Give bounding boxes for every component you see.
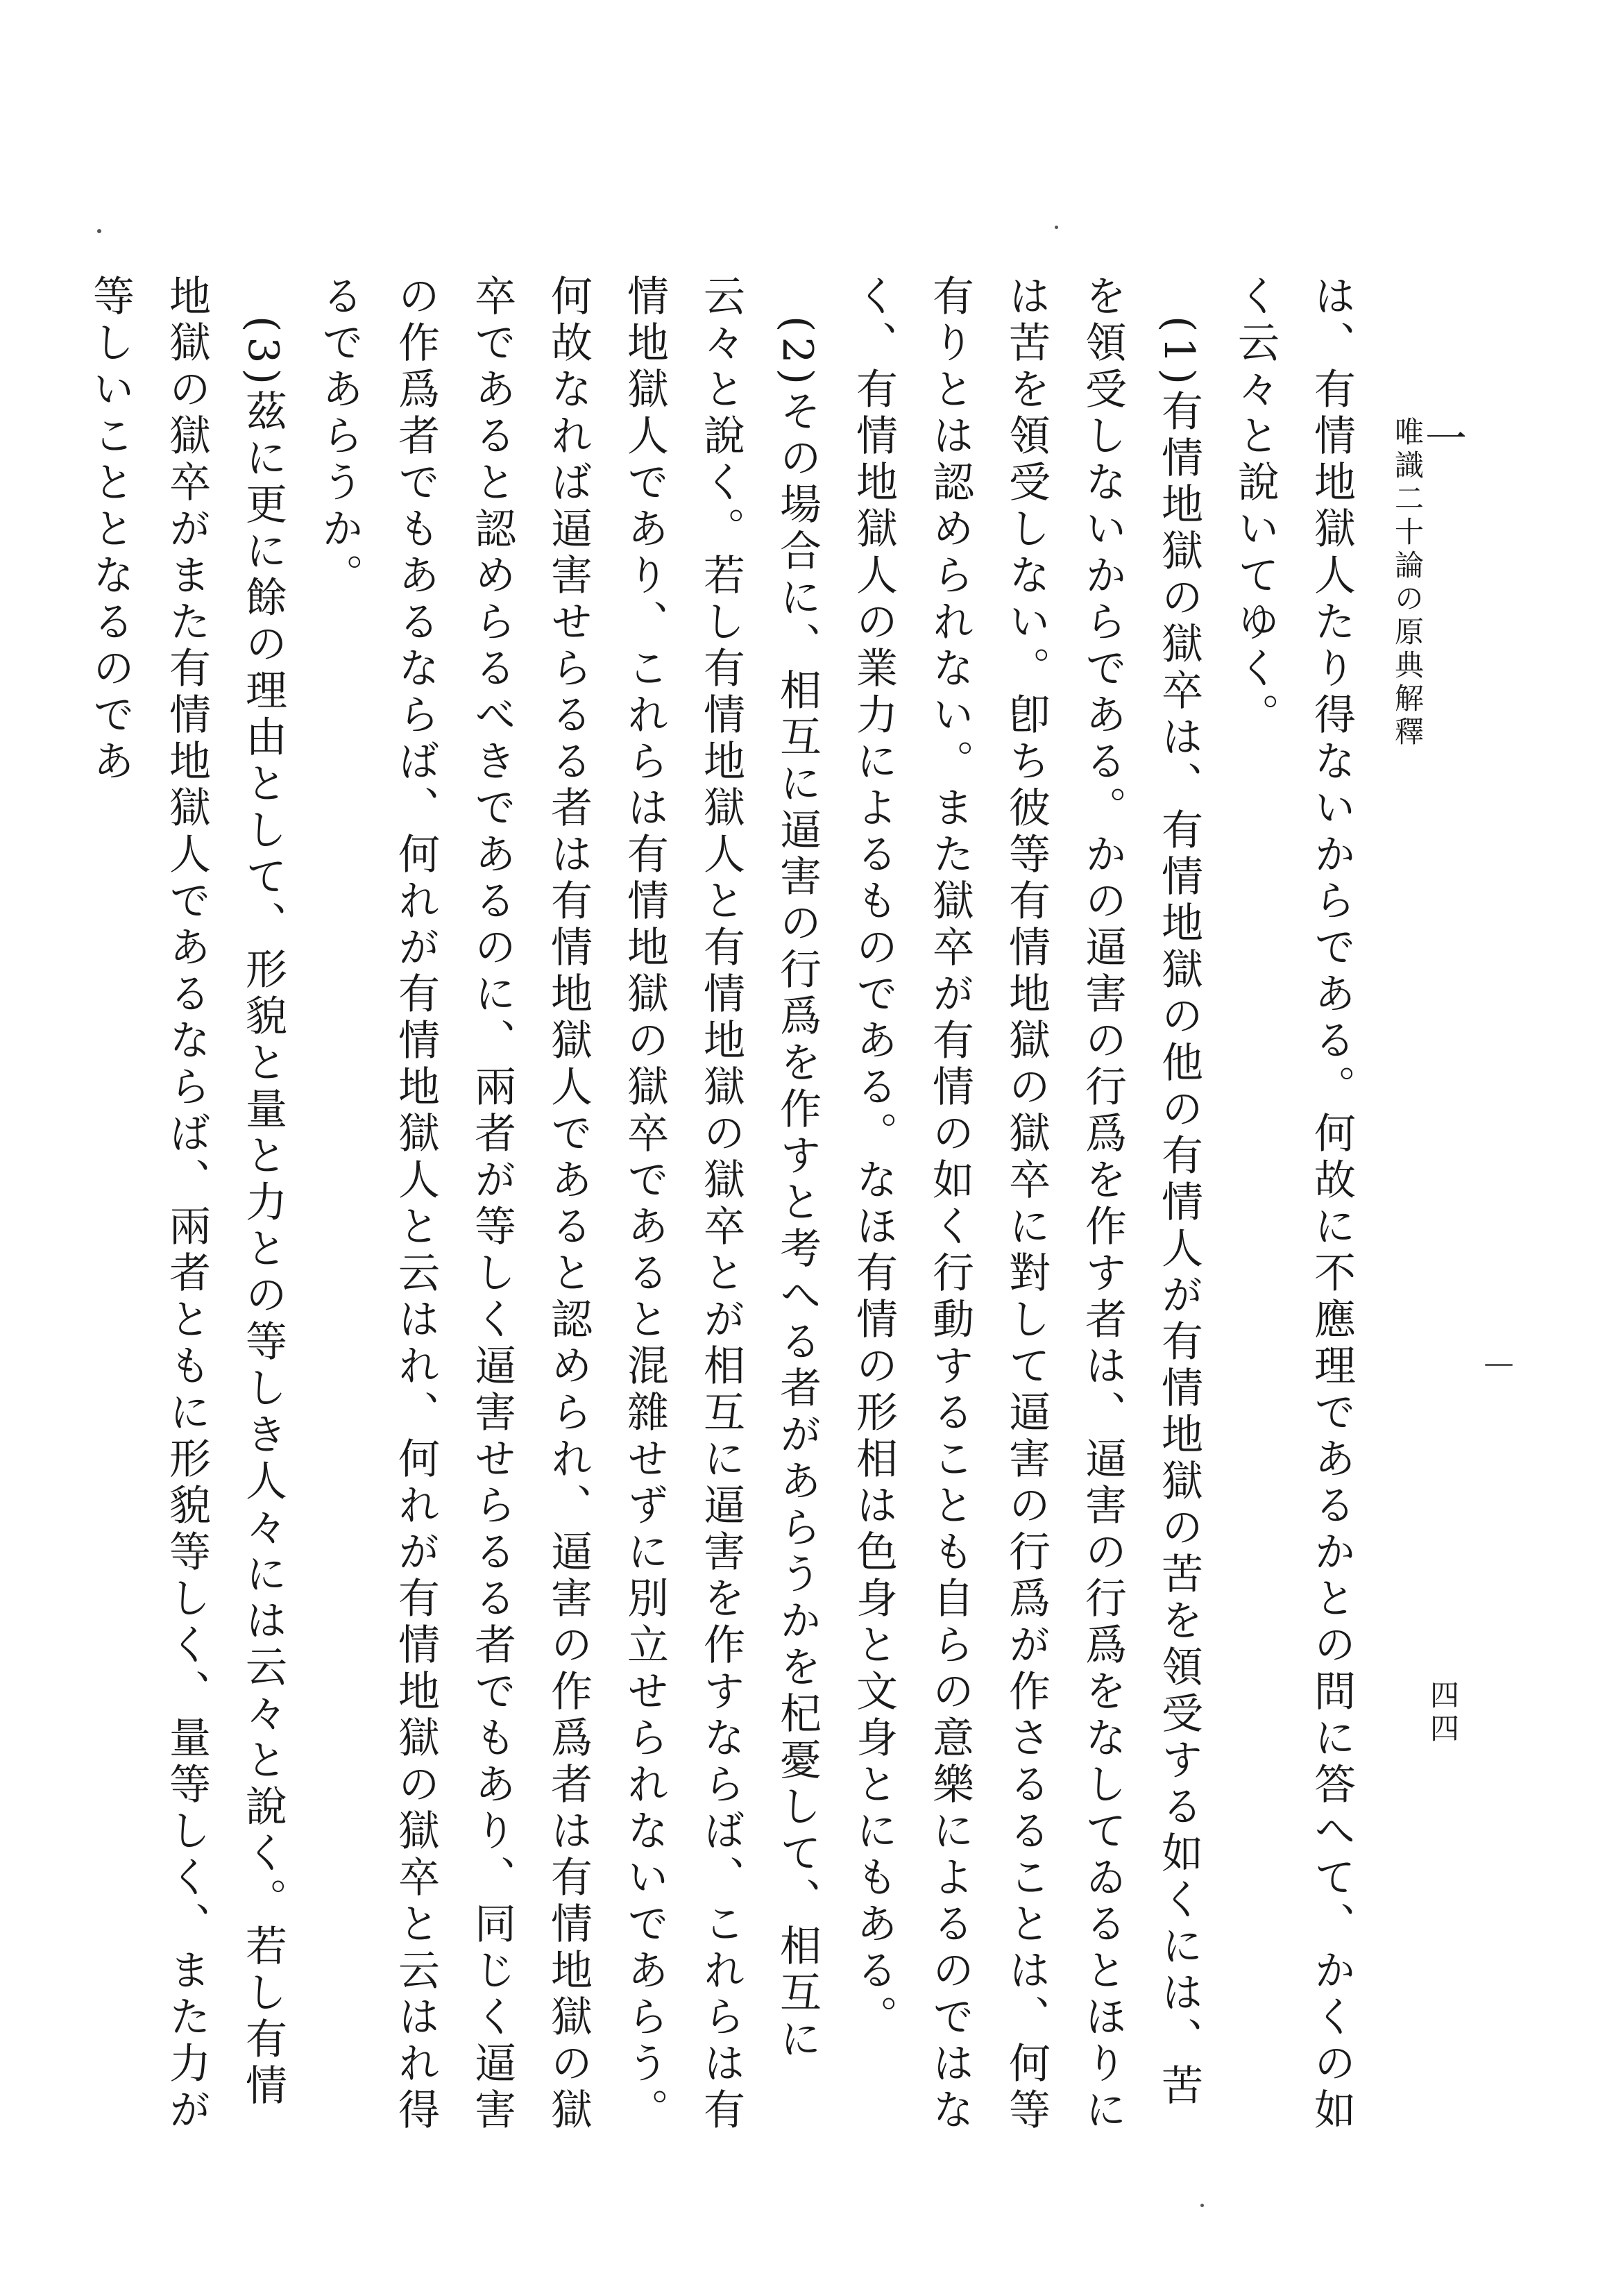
running-header (1391, 416, 1467, 750)
paragraph-intro: は、有情地獄人たり得ないからである。何故に不應理であるかとの問に答へて、かくの如く云々と說いてゆく。 (1231, 274, 1356, 2134)
scan-speck (1055, 226, 1058, 229)
chapter-mark: 一 (1418, 416, 1467, 462)
scan-speck (1485, 1364, 1513, 1366)
body-text (65, 274, 1370, 2134)
running-title: 唯識二十論の原典解釋 (1391, 416, 1425, 750)
paragraph-point-1: (1)有情地獄の獄卒は、有情地獄の他の有情人が有情地獄の苦を領受する如くには、苦を領受しないからである。かの逼害の行爲を作す者は、逼害の行爲をなしてゐるとほりには苦を領受しない。卽ち彼等有情地獄の獄卒に對して逼害の行爲が作さるることは、何等有りとは認められない。また獄卒が有情の如く行動することも自らの意樂によるのではなく、有情地獄人の業力によるものである。なほ有情の形相は色身と文身とにもある。 (849, 274, 1203, 2134)
scan-speck (1200, 2204, 1204, 2207)
paragraph-point-3: (3)茲に更に餘の理由として、形貌と量と力との等しき人々には云々と說く。若し有情地獄の獄卒がまた有情地獄人であるならば、兩者ともに形貌等しく、量等しく、また力が等しいこととなるのであ (86, 274, 287, 2134)
paragraph-point-2: (2)その場合に、相互に逼害の行爲を作すと考へる者があらうかを杞憂して、相互に云々と說く。若し有情地獄人と有情地獄の獄卒とが相互に逼害を作すならば、これらは有情地獄人であり、これらは有情地獄の獄卒であると混雜せずに別立せられないであらう。何故なれば逼害せらるる者は有情地獄人であると認められ、逼害の作爲者は有情地獄の獄卒であると認めらるべきであるのに、兩者が等しく逼害せらるる者でもあり、同じく逼害の作爲者でもあるならば、何れが有情地獄人と云はれ、何れが有情地獄の獄卒と云はれ得るであらうか。 (315, 274, 822, 2134)
scan-speck (97, 229, 101, 233)
page-number: 四四 (1426, 1680, 1460, 1746)
